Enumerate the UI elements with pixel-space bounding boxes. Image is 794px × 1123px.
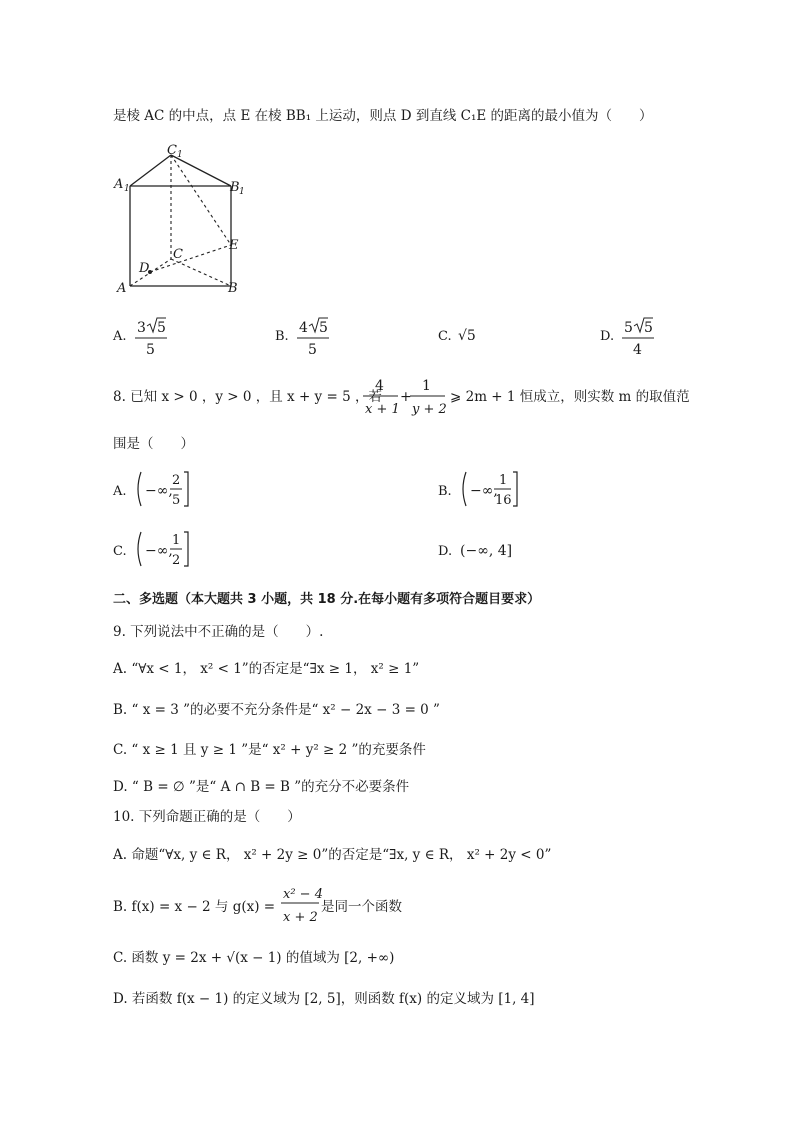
- svg-text:C: C: [173, 247, 183, 262]
- q7-stem-tail: 是棱 AC 的中点，点 E 在棱 BB₁ 上运动，则点 D 到直线 C₁E 的距离的最小值为（ ）: [113, 108, 653, 124]
- svg-text:−∞,: −∞,: [145, 543, 173, 559]
- svg-text:4: 4: [299, 320, 308, 336]
- q10-option-b-pre: B. f(x) = x − 2 与 g(x) =: [113, 899, 276, 915]
- svg-text:1: 1: [422, 378, 431, 394]
- q7-option-c-label: C.: [438, 329, 452, 344]
- svg-text:E: E: [229, 238, 239, 253]
- q8-option-b-label: B.: [438, 484, 452, 499]
- svg-text:x² − 4: x² − 4: [283, 887, 323, 902]
- svg-text:1: 1: [172, 533, 181, 548]
- q9-option-d: D. “ B = ∅ ”是“ A ∩ B = B ”的充分不必要条件: [113, 779, 410, 795]
- svg-text:A: A: [114, 177, 124, 192]
- svg-text:x + 2: x + 2: [283, 910, 318, 925]
- q8-option-d-label: D.: [438, 544, 453, 559]
- q9-option-a: A. “∀x < 1， x² < 1”的否定是“∃x ≥ 1， x² ≥ 1”: [113, 661, 420, 677]
- svg-text:5: 5: [308, 342, 317, 358]
- svg-text:5: 5: [624, 320, 633, 336]
- svg-text:4: 4: [375, 378, 384, 394]
- svg-text:B: B: [230, 180, 240, 195]
- svg-text:C: C: [167, 143, 177, 158]
- svg-text:1: 1: [499, 473, 508, 488]
- svg-text:3: 3: [137, 320, 146, 336]
- q8-stem-part1: 8. 已知 x > 0 ，y > 0 ，且 x + y = 5 ，若: [113, 389, 382, 405]
- svg-text:4: 4: [633, 342, 642, 358]
- q10-option-b-post: 是同一个函数: [321, 899, 402, 915]
- svg-text:5: 5: [644, 320, 653, 336]
- svg-text:1: 1: [124, 184, 130, 194]
- q10-option-a: A. 命题“∀x, y ∈ R， x² + 2y ≥ 0”的否定是“∃x, y ∈ R， x² + 2y < 0”: [113, 847, 552, 863]
- q8-option-d-value: (−∞, 4]: [460, 543, 513, 559]
- svg-text:B: B: [228, 281, 238, 296]
- svg-text:5: 5: [319, 320, 328, 336]
- q8-stem-part2: ⩾ 2m + 1 恒成立，则实数 m 的取值范: [450, 389, 690, 405]
- svg-text:−∞,: −∞,: [145, 483, 173, 499]
- svg-text:16: 16: [495, 493, 512, 508]
- q10-option-d: D. 若函数 f(x − 1) 的定义域为 [2, 5]，则函数 f(x) 的定义域为 [1, 4]: [113, 991, 535, 1007]
- q8-option-a-label: A.: [113, 484, 127, 499]
- q10-option-c: C. 函数 y = 2x + √(x − 1) 的值域为 [2, +∞): [113, 950, 395, 966]
- svg-text:A: A: [117, 281, 127, 296]
- svg-text:1: 1: [239, 187, 245, 197]
- svg-text:1: 1: [177, 150, 183, 160]
- q7-option-d-label: D.: [600, 329, 615, 344]
- svg-text:y + 2: y + 2: [412, 402, 447, 417]
- q9-option-b: B. “ x = 3 ”的必要不充分条件是“ x² − 2x − 3 = 0 ”: [113, 702, 440, 718]
- q7-option-a-label: A.: [113, 329, 127, 344]
- svg-text:5: 5: [146, 342, 155, 358]
- q9-option-c: C. “ x ≥ 1 且 y ≥ 1 ”是“ x² + y² ≥ 2 ”的充要条件: [113, 742, 426, 758]
- svg-text:5: 5: [157, 320, 166, 336]
- q9-stem: 9. 下列说法中不正确的是（ ）.: [113, 624, 324, 640]
- svg-text:x + 1: x + 1: [365, 402, 400, 417]
- q7-option-c-value: √5: [458, 328, 476, 344]
- svg-text:D: D: [139, 261, 150, 276]
- q10-stem: 10. 下列命题正确的是（ ）: [113, 809, 301, 825]
- q7-option-b-label: B.: [275, 329, 289, 344]
- svg-text:5: 5: [172, 493, 181, 508]
- q8-stem-line2: 围是（ ）: [113, 436, 194, 452]
- svg-text:2: 2: [172, 553, 181, 568]
- q8-option-c-label: C.: [113, 544, 127, 559]
- section-2-heading: 二、多选题（本大题共 3 小题，共 18 分.在每小题有多项符合题目要求）: [113, 592, 541, 607]
- svg-text:2: 2: [172, 473, 181, 488]
- svg-text:−∞,: −∞,: [470, 483, 498, 499]
- svg-text:+: +: [400, 389, 412, 405]
